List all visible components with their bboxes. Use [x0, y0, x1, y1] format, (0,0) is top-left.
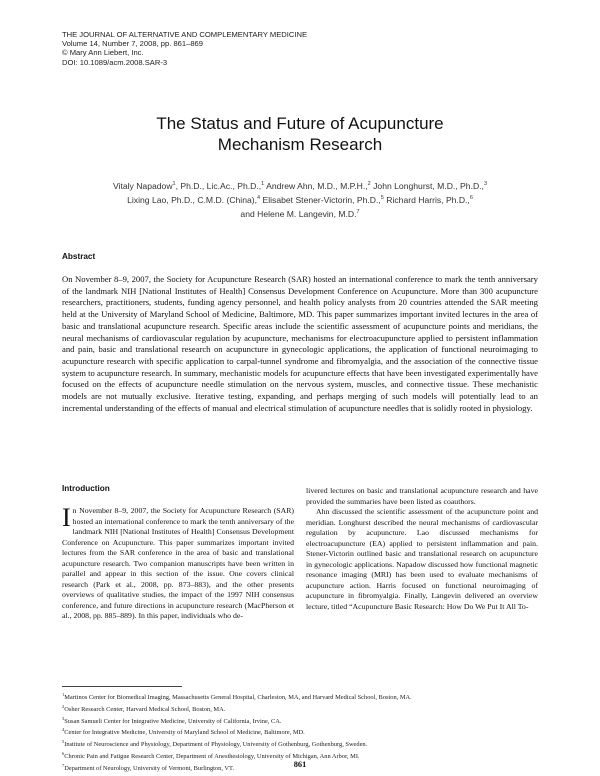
introduction-heading: Introduction: [62, 484, 110, 493]
journal-copyright: © Mary Ann Liebert, Inc.: [62, 48, 144, 58]
title-line-1: The Status and Future of Acupuncture: [156, 114, 444, 133]
author-name: Vitaly Napadow: [112, 180, 173, 191]
intro-column-left: [62, 503, 294, 622]
affiliation-item: $^7$Department of Neurology, University of Vermont, Burlington, VT.: [62, 762, 235, 773]
intro-column-right: [306, 486, 538, 612]
journal-name: THE JOURNAL OF ALTERNATIVE AND COMPLEMENTARY MEDICINE: [62, 30, 308, 39]
abstract-text: On November 8–9, 2007, the Society for Acupuncture Research (SAR) hosted an international conference to mark the tenth anniversary of the landmark NIH [National Institutes of Health] Consensus Development Conference on Acupuncture. More than 300 acupuncture researchers, practitioners, students, funding agency personnel, and health policy analysts from 20 countries attended the SAR meeting held at the University of Maryland School of Medicine, Baltimore, MD. This paper summarizes important invited lectures in the area of basic and translational acupuncture research. Specific areas include the scientific assessment of acupuncture points and meridians, the neural mechanisms of cardiovascular regulation by acupuncture, mechanisms for electroacupuncture applied to persistent inflammation and pain, basic and translational research on acupuncture in gynecologic applications, the application of functional neuroimaging to acupuncture research with specific application to carpal-tunnel syndrome and fibromyalgia, and the association of the connective tissue system to acupuncture research. In summary, mechanistic models for acupuncture effects that have been investigated experimentally have focused on the effects of acupuncture needle stimulation on the nervous system, muscles, and connective tissue. These mechanistic models are not mutually exclusive. Iterative testing, expanding, and perhaps merging of such models will potentially lead to an incremental understanding of the effects of manual and electrical stimulation of acupuncture needles that is solidly rooted in physiology.: [62, 274, 538, 413]
author-name: Andrew Ahn, M.D., M.P.H.,: [266, 180, 368, 191]
affiliation-item: $^5$Institute of Neuroscience and Physiology, Department of Physiology, University of Gothenburg, Gothenburg, Sweden.: [62, 739, 368, 749]
journal-header: [62, 30, 307, 67]
abstract-heading: Abstract: [62, 252, 96, 261]
affiliation-item: $^4$Center for Integrative Medicine, University of Maryland School of Medicine, Baltimore, MD.: [62, 727, 305, 737]
author-name: Lixing Lao, Ph.D., C.M.D. (China),: [127, 194, 258, 205]
footnote-divider: [62, 686, 182, 687]
affiliation-item: $^3$Susan Samueli Center for Integrative Medicine, University of California, Irvine, CA.: [62, 715, 282, 725]
journal-doi: DOI: 10.1089/acm.2008.SAR-3: [62, 57, 168, 67]
paper-title: [60, 113, 540, 155]
author-name: and Helene M. Langevin, M.D.: [240, 208, 357, 219]
author-line-1: Vitaly Napadow$^1$, Ph.D., Lic.Ac., Ph.D.,$^1$ Andrew Ahn, M.D., M.P.H.,$^2$ John Longhurst, M.D., Ph.D.,$^3$: [112, 180, 488, 191]
title-line-2: Mechanism Research: [217, 135, 383, 154]
journal-volume: Volume 14, Number 7, 2008, pp. 861–869: [62, 39, 204, 49]
author-line-2: Lixing Lao, Ph.D., C.M.D. (China),$^4$ Elisabet Stener-Victorin, Ph.D.,$^5$ Richard Harris, Ph.D.,$^6$: [127, 194, 473, 205]
author-name: John Longhurst, M.D., Ph.D.,: [373, 180, 484, 191]
intro-paragraph-1: n November 8–9, 2007, the Society for Acupuncture Research (SAR) hosted an international conference to mark the tenth anniversary of the landmark NIH [National Institutes of Health] Consensus Development Conference on Acupuncture. This paper summarizes important invited lectures from the SAR conference in the area of basic and translational acupuncture research. Two companion manuscripts have been written in parallel and appear in this section of the issue. One covers clinical research (Park et al., 2008, pp. 873–883), and the other presents overviews of qualitative studies, the impact of the 1997 NIH consensus conference, and future directions in acupuncture research (MacPherson et al., 2008, pp. 885–889). In this paper, individuals who de-: [62, 506, 294, 620]
affiliation-item: $^2$Osher Research Center, Harvard Medical School, Boston, MA.: [62, 703, 226, 713]
author-name: Richard Harris, Ph.D.,: [386, 194, 470, 205]
author-line-3: and Helene M. Langevin, M.D.$^7$: [240, 208, 360, 219]
author-list: [62, 178, 538, 220]
author-name: Elisabet Stener-Victorin, Ph.D.,: [262, 194, 381, 205]
intro-paragraph-continued: livered lectures on basic and translational acupuncture research and have provided the summaries have been listed as coauthors.: [306, 486, 538, 506]
intro-paragraph-2: Ahn discussed the scientific assessment of the acupuncture point and meridian. Longhurst described the neural mechanisms of cardiovascular regulation by acupuncture. Lao discussed mechanisms for electroacupuncture (EA) applied to persistent inflammation and pain. Stener-Victorin outlined basic and translational research on acupuncture in gynecologic applications. Napadow discussed how functional magnetic resonance imaging (MRI) has been used to evaluate mechanisms of acupuncture action. Harris focused on functional neuroimaging of acupuncture in fibromyalgia. Finally, Langevin delivered an overview lecture, titled “Acupuncture Basic Research: How Do We Put It All To-: [306, 507, 538, 611]
affiliation-item: $^6$Chronic Pain and Fatigue Research Center, Department of Anesthesiology, University of Michigan, Ann Arbor, MI.: [62, 751, 360, 761]
page-number: 861: [293, 760, 307, 769]
affiliation-item: $^1$Martinos Center for Biomedical Imaging, Massachusetts General Hospital, Charleston, MA, and Harvard Medical School, Boston, MA.: [62, 692, 412, 702]
drop-cap: I: [62, 503, 71, 532]
